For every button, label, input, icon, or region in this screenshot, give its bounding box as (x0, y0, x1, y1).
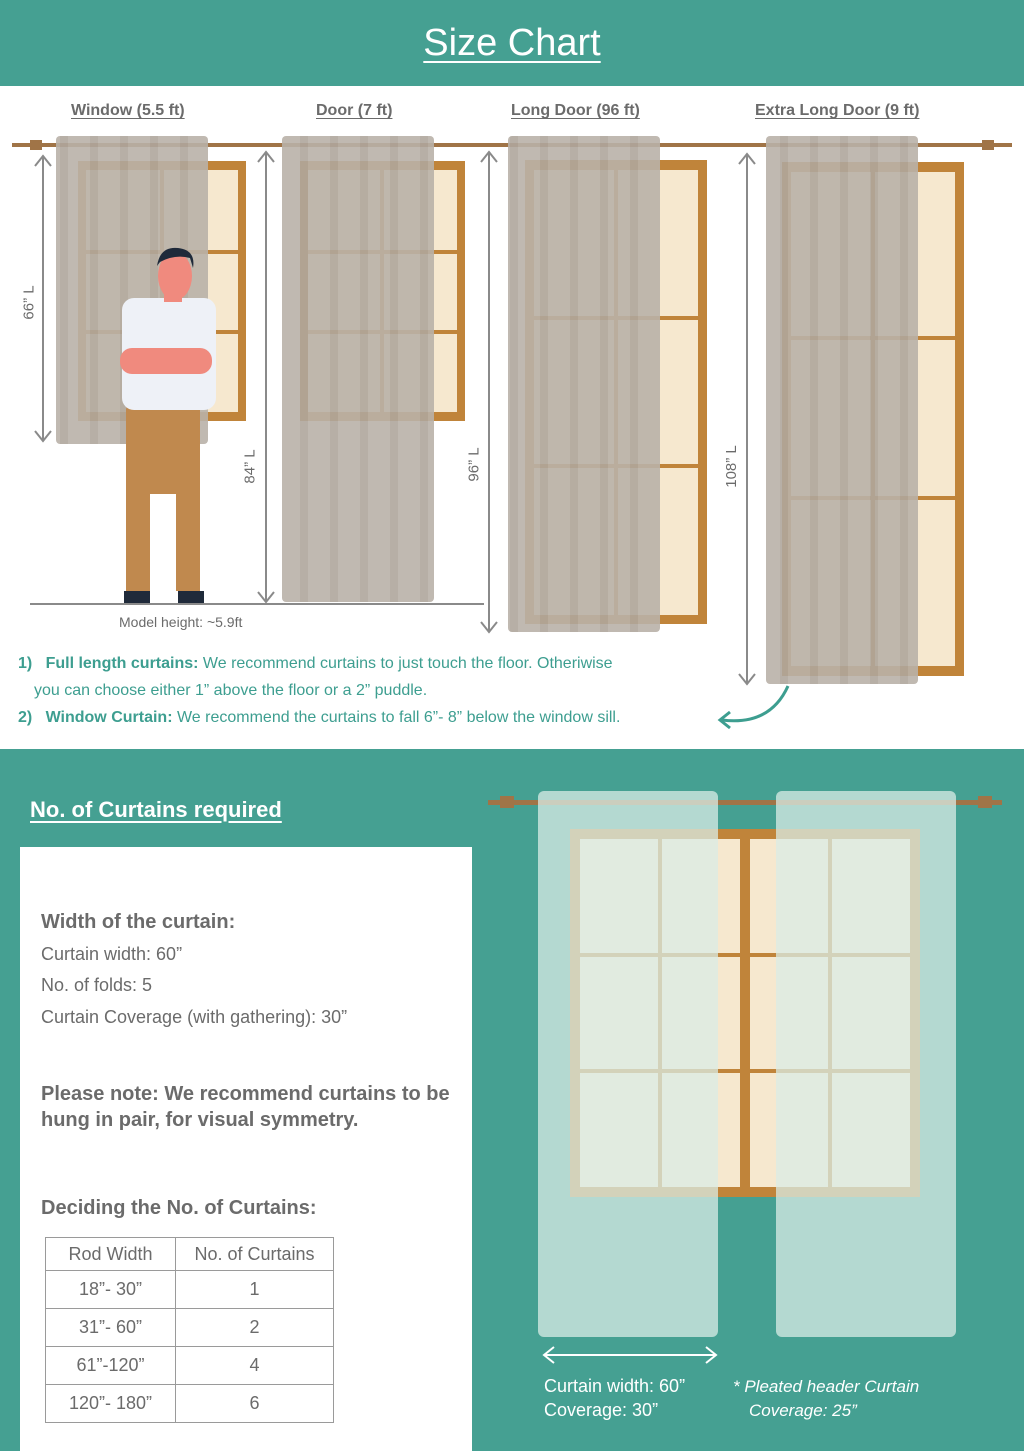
column-label-extra-long-door: Extra Long Door (9 ft) (755, 102, 920, 119)
door-curtain (282, 136, 434, 602)
height-label-long-door: 96” L (465, 447, 483, 482)
table-cell: 61”-120” (46, 1347, 176, 1385)
caption-left-line1: Curtain width: 60” (544, 1376, 686, 1396)
caption-right-line1: * Pleated header Curtain (733, 1377, 920, 1396)
table-header: No. of Curtains (176, 1238, 334, 1271)
column-label-window: Window (5.5 ft) (71, 102, 185, 119)
rod-finial-right (982, 140, 994, 150)
model-height-text: Model height: ~5.9ft (119, 614, 243, 630)
info-card (20, 847, 472, 1451)
table-row (46, 1385, 334, 1423)
page-title: Size Chart (423, 22, 601, 64)
folds-text: No. of folds: 5 (41, 975, 153, 995)
pair-note: Please note: We recommend curtains to be hung in pair, for visual symmetry. (41, 1083, 450, 1131)
note-1-continued: you can choose either 1” above the floor or a 2” puddle. (34, 682, 428, 699)
height-label-door: 84” L (241, 449, 259, 484)
recommendation-notes (18, 650, 738, 731)
height-label-extra-long-door: 108” L (722, 445, 740, 488)
table-cell: 18”- 30” (46, 1271, 176, 1309)
caption-right-line2: Coverage: 25” (749, 1401, 857, 1420)
note-2 (18, 704, 738, 731)
note-1-number: 1) (18, 655, 33, 672)
table-cell: 2 (176, 1309, 334, 1347)
rod-finial-left (30, 140, 42, 150)
caption-left-line2: Coverage: 30” (544, 1400, 659, 1420)
table-row (46, 1309, 334, 1347)
long-door-curtain (508, 136, 660, 632)
rod-width-table (45, 1237, 334, 1423)
column-label-door: Door (7 ft) (316, 102, 393, 119)
table-row (46, 1271, 334, 1309)
rod-finial-right (978, 796, 992, 808)
extra-long-door-curtain (766, 136, 918, 684)
header-bar (0, 0, 1024, 86)
note-2-number: 2) (18, 709, 33, 726)
height-label-window: 66” L (20, 285, 38, 320)
note-2-title: Window Curtain: (45, 709, 173, 726)
table-cell: 6 (176, 1385, 334, 1423)
width-arrow-icon (544, 1347, 716, 1363)
table-row (46, 1347, 334, 1385)
deciding-heading: Deciding the No. of Curtains: (41, 1197, 317, 1219)
right-sheer-curtain (776, 791, 956, 1337)
column-label-long-door: Long Door (96 ft) (511, 102, 640, 119)
table-cell: 120”- 180” (46, 1385, 176, 1423)
table-cell: 4 (176, 1347, 334, 1385)
coverage-text: Curtain Coverage (with gathering): 30” (41, 1007, 348, 1027)
curtain-width-text: Curtain width: 60” (41, 944, 183, 964)
caption-right (733, 1375, 919, 1423)
note-1 (18, 650, 738, 677)
table-header: Rod Width (46, 1238, 176, 1271)
rod-finial-left (500, 796, 514, 808)
size-chart-section (0, 86, 1024, 749)
section-title: No. of Curtains required (30, 797, 282, 822)
caption-left (544, 1374, 685, 1422)
curtain-pair-illustration (484, 779, 1024, 1409)
table-cell: 31”- 60” (46, 1309, 176, 1347)
curtains-required-section (0, 749, 1024, 1451)
width-heading: Width of the curtain: (41, 911, 236, 933)
table-header-row (46, 1238, 334, 1271)
table-cell: 1 (176, 1271, 334, 1309)
note-2-text: We recommend the curtains to fall 6”- 8” below the window sill. (172, 709, 621, 726)
note-1-title: Full length curtains: (45, 655, 199, 672)
left-sheer-curtain (538, 791, 718, 1337)
note-1-text: We recommend curtains to just touch the floor. Otheriwise (198, 655, 613, 672)
